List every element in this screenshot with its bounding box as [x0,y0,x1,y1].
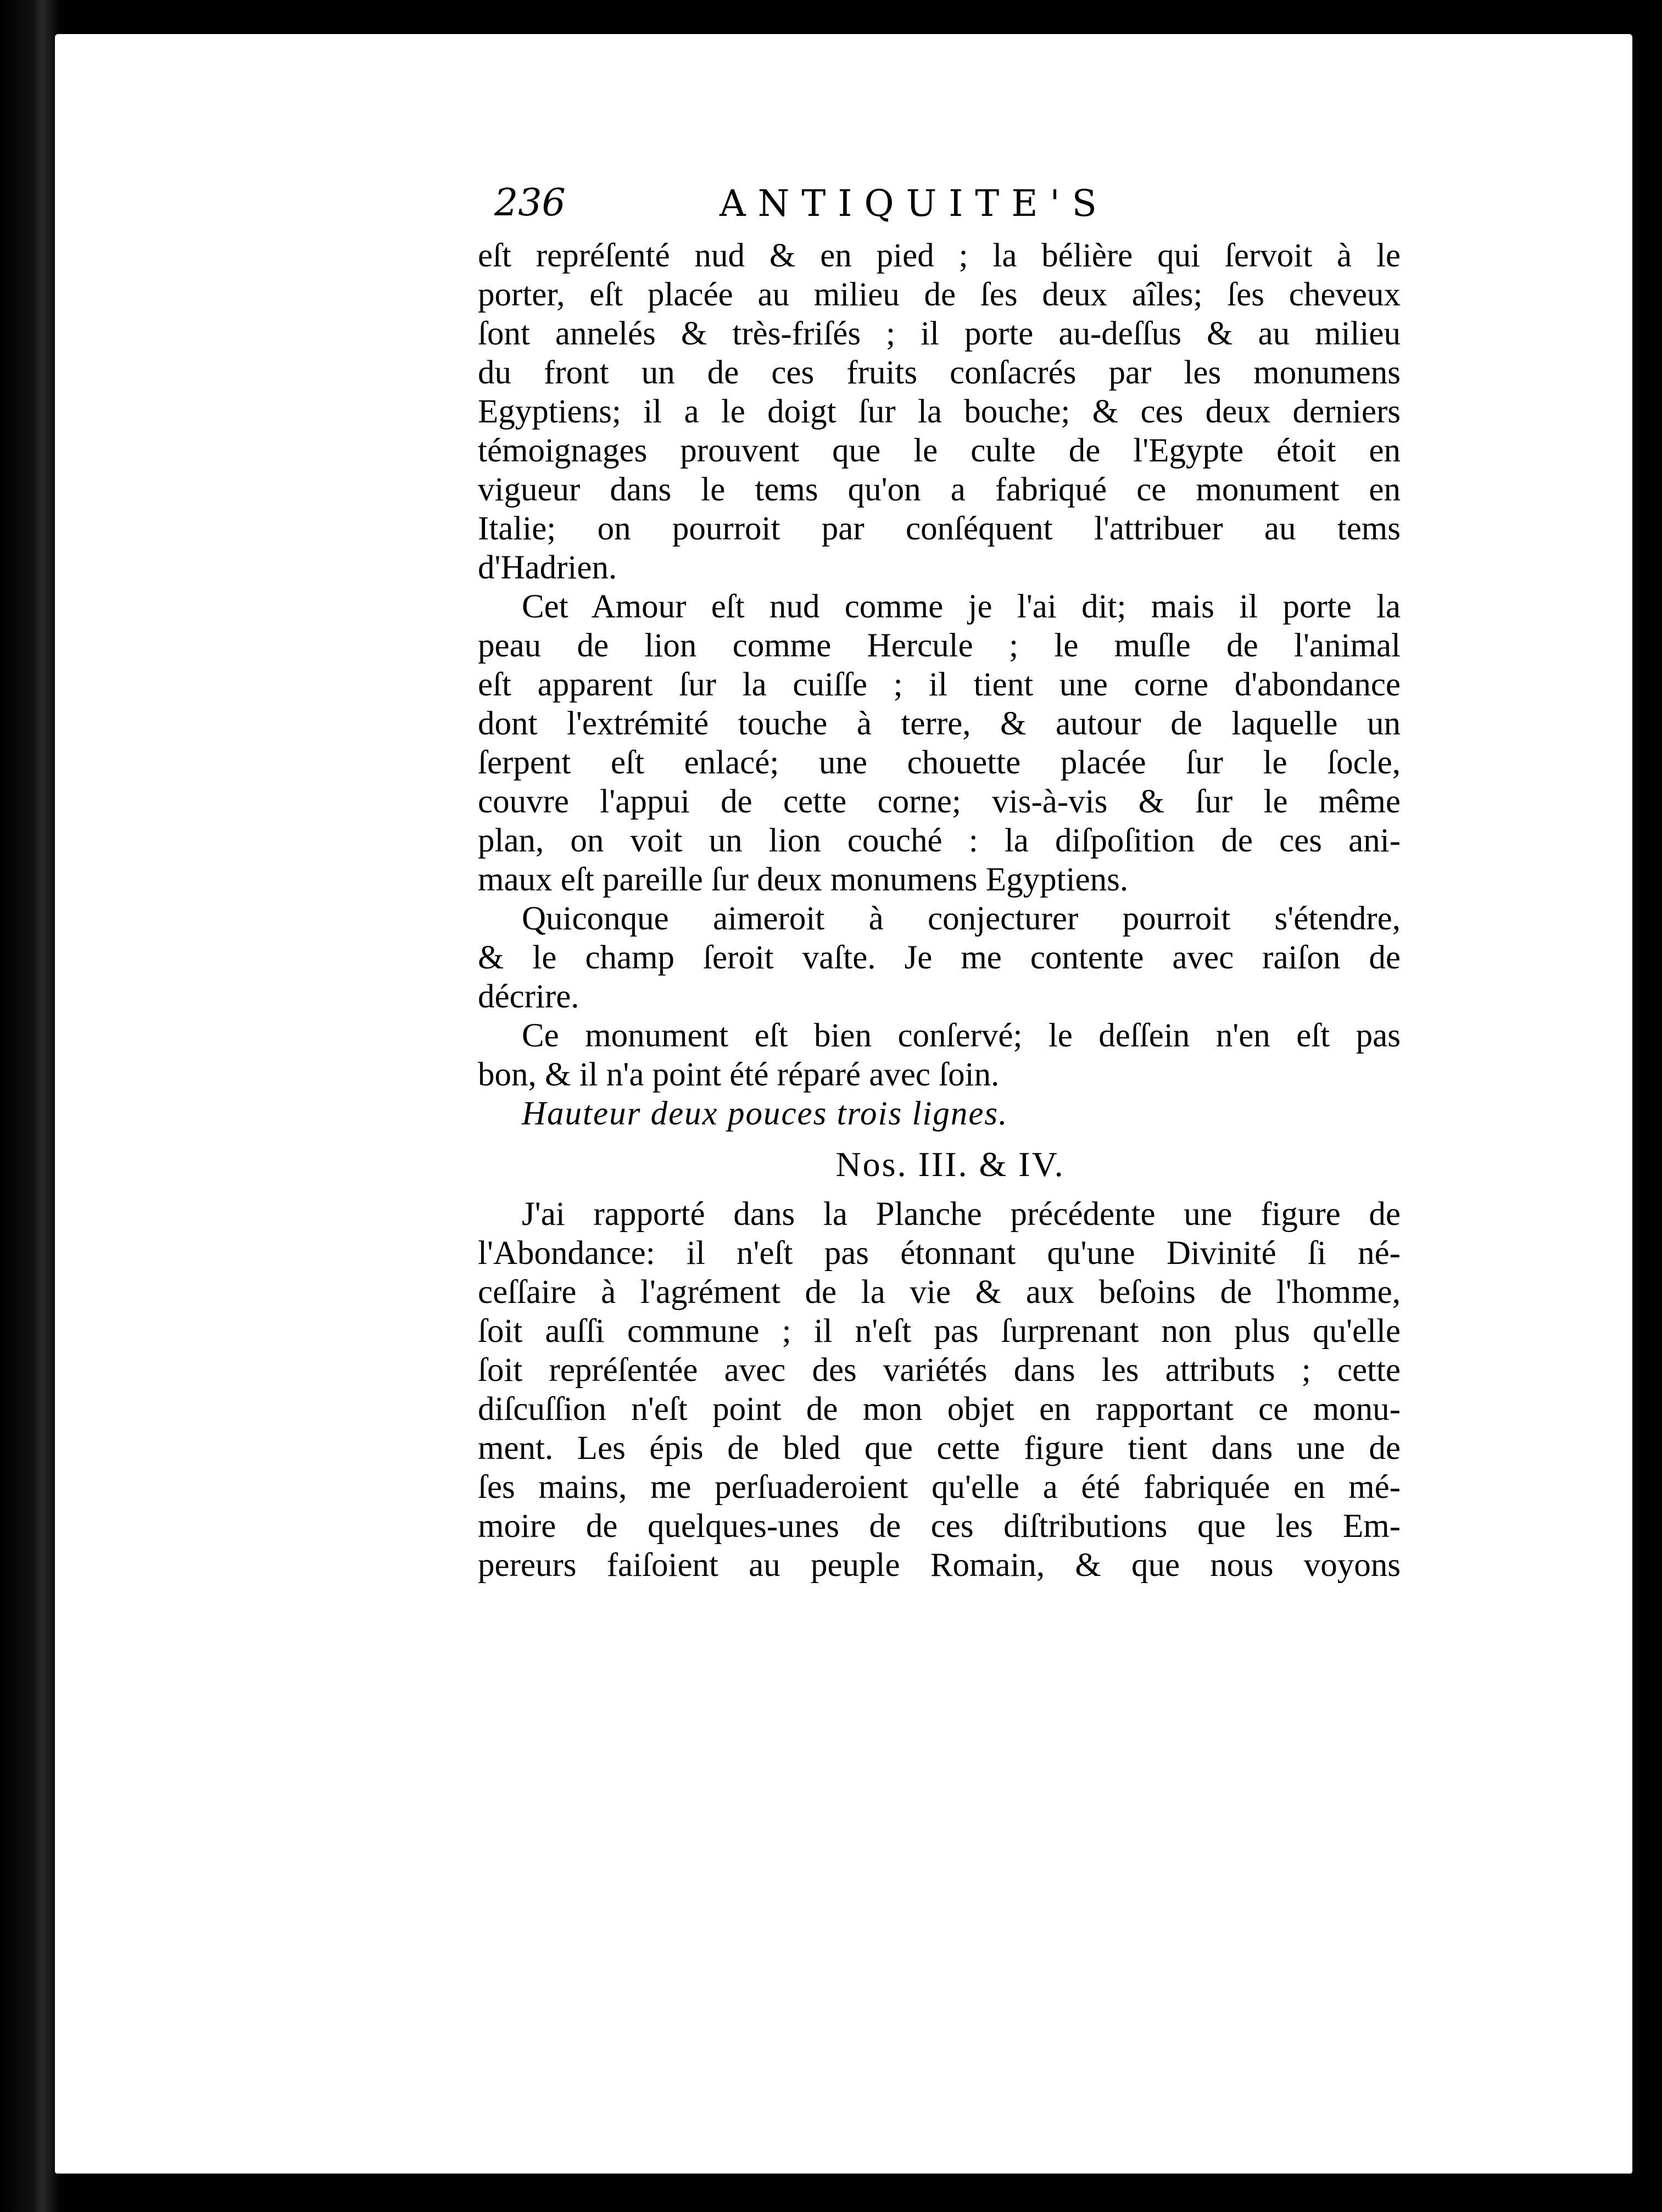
text-line: ſes mains, me perſuaderoient qu'elle a été fabriquée en mé- [478,1469,1401,1506]
paragraph-3 [478,899,1401,1016]
text-line: dont l'extrémité touche à terre, & autour de laquelle un [478,705,1401,742]
paragraph-1 [478,236,1401,587]
section-paragraph [478,1195,1401,1585]
text-line: Quiconque aimeroit à conjecturer pourroit s'étendre, [522,900,1401,937]
body-text [478,236,1401,1585]
text-line: maux eſt pareille ſur deux monumens Egyptiens. [478,861,1129,898]
section-heading: Nos. III. & IV. [835,1145,1065,1184]
text-line: ſerpent eſt enlacé; une chouette placée ſur le ſocle, [478,744,1401,781]
text-line: ſoit auſſi commune ; il n'eſt pas ſurprenant non plus qu'elle [478,1313,1401,1350]
text-line: ſont annelés & très-friſés ; il porte au-deſſus & au milieu [478,315,1401,352]
text-line: peau de lion comme Hercule ; le muſle de l'animal [478,627,1401,664]
text-line: & le champ ſeroit vaſte. Je me contente avec raiſon de [478,939,1401,976]
text-line: eſt repréſenté nud & en pied ; la bélière qui ſervoit à le [478,237,1401,274]
text-line: pereurs faiſoient au peuple Romain, & que nous voyons [478,1547,1401,1584]
text-line: moire de quelques-unes de ces diſtributions que les Em- [478,1508,1401,1545]
book-spine-edge [0,0,60,2212]
text-line: Italie; on pourroit par conſéquent l'attribuer au tems [478,510,1401,547]
paragraph-2 [478,587,1401,899]
paragraph-4 [478,1016,1401,1094]
text-line: ceſſaire à l'agrément de la vie & aux beſoins de l'homme, [478,1274,1401,1311]
text-line: J'ai rapporté dans la Planche précédente une figure de [522,1196,1401,1233]
text-line: d'Hadrien. [478,549,617,586]
text-line: couvre l'appui de cette corne; vis-à-vis & ſur le même [478,783,1401,820]
text-line: plan, on voit un lion couché : la diſpoſition de ces ani- [478,822,1401,859]
text-line: Ce monument eſt bien conſervé; le deſſein n'en eſt pas [522,1017,1401,1054]
text-line: bon, & il n'a point été réparé avec ſoin. [478,1056,1000,1093]
text-line: décrire. [478,978,579,1015]
text-line: diſcuſſion n'eſt point de mon objet en rapportant ce monu- [478,1391,1401,1428]
text-line: l'Abondance: il n'eſt pas étonnant qu'une Divinité ſi né- [478,1235,1401,1272]
text-line: eſt apparent ſur la cuiſſe ; il tient une corne d'abondance [478,666,1401,703]
running-head: ANTIQUITE'S [720,182,1109,225]
text-line: Cet Amour eſt nud comme je l'ai dit; mais il porte la [522,588,1401,625]
text-line: ſoit repréſentée avec des variétés dans les attributs ; cette [478,1352,1401,1389]
page-number: 236 [494,181,566,225]
text-line: porter, eſt placée au milieu de ſes deux aîles; ſes cheveux [478,276,1401,313]
dimension-note: Hauteur deux pouces trois lignes. [522,1095,1008,1132]
text-line: Egyptiens; il a le doigt ſur la bouche; & ces deux derniers [478,393,1401,430]
text-line: du front un de ces fruits conſacrés par les monumens [478,354,1401,391]
text-line: ment. Les épis de bled que cette figure tient dans une de [478,1430,1401,1467]
text-line: vigueur dans le tems qu'on a fabriqué ce monument en [478,471,1401,508]
text-line: témoignages prouvent que le culte de l'Egypte étoit en [478,432,1401,469]
